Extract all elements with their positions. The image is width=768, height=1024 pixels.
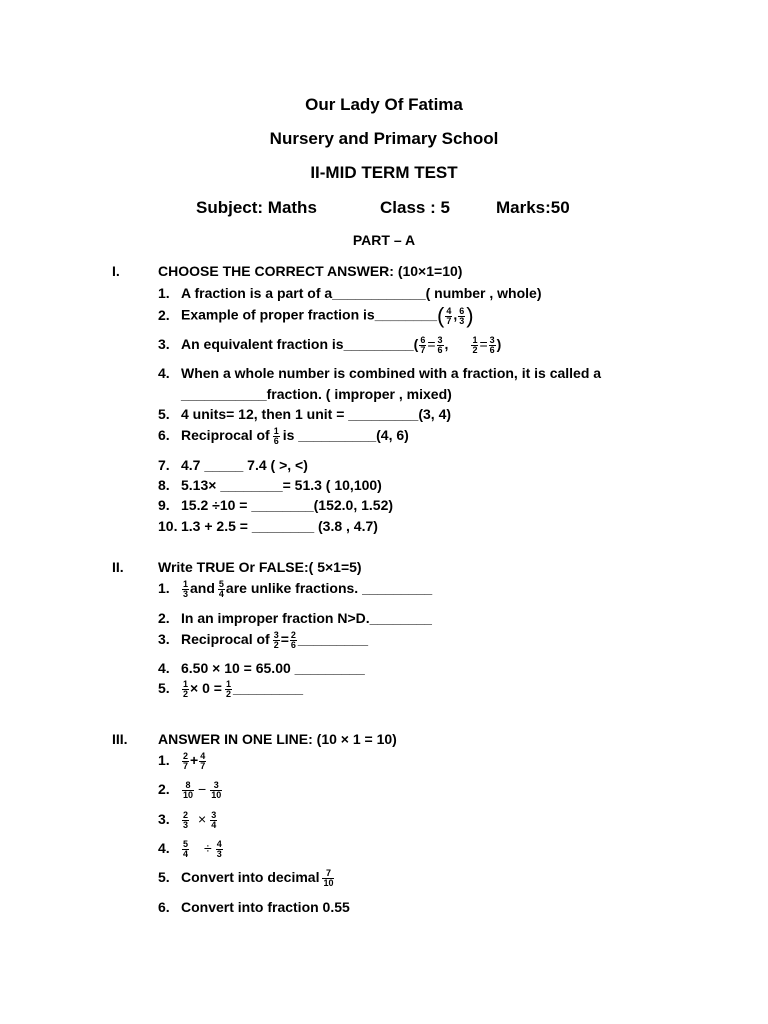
section-2-question-3 xyxy=(158,631,368,650)
question-text: When a whole number is combined with a fraction, it is called a xyxy=(181,365,602,381)
section-3-question-3 xyxy=(158,811,218,830)
question-number: 5. xyxy=(158,869,170,886)
question-text: 5.13× ________= 51.3 ( 10,100) xyxy=(181,477,382,493)
open-paren: ( xyxy=(437,303,445,328)
section-2-heading: Write TRUE Or FALSE:( 5×1=5) xyxy=(158,559,362,575)
question-number: 5. xyxy=(158,406,170,422)
section-2-numeral: II. xyxy=(112,559,124,575)
question-number: 4. xyxy=(158,840,170,857)
section-3-numeral: III. xyxy=(112,731,128,747)
question-number: 4. xyxy=(158,660,170,676)
question-number: 2. xyxy=(158,306,170,323)
question-number: 3. xyxy=(158,336,170,353)
question-number: 5. xyxy=(158,680,170,697)
fraction: $\frac{3}{2}$ xyxy=(273,630,279,650)
operator: + xyxy=(190,752,199,769)
question-number: 2. xyxy=(158,610,170,626)
question-number: 9. xyxy=(158,497,170,513)
close-paren: ) xyxy=(466,303,474,328)
question-text: 4.7 _____ 7.4 ( >, <) xyxy=(181,457,308,473)
comma: , xyxy=(444,336,449,353)
section-2-question-2 xyxy=(158,610,432,626)
fraction: $\frac{3}{6}$ xyxy=(437,335,443,355)
marks-label: Marks:50 xyxy=(496,198,570,217)
section-1-question-4 xyxy=(158,365,601,381)
question-number: 8. xyxy=(158,477,170,493)
section-2-question-1 xyxy=(158,580,432,599)
equals-sign: = xyxy=(479,336,488,353)
question-text-end: are unlike fractions. _________ xyxy=(225,580,433,597)
question-number: 6. xyxy=(158,899,170,915)
part-label: PART – A xyxy=(352,232,416,248)
section-1-question-3 xyxy=(158,336,501,355)
section-3-question-1 xyxy=(158,752,207,771)
section-3-question-4 xyxy=(158,840,224,859)
section-1-question-4-continued: ___________fraction. ( improper , mixed) xyxy=(181,386,452,402)
fraction: $\frac{2}{6}$ xyxy=(290,630,296,650)
question-text: Example of proper fraction is________ xyxy=(181,306,437,323)
question-text: Convert into fraction 0.55 xyxy=(181,899,350,915)
fraction: $\frac{4}{7}$ xyxy=(200,751,206,771)
question-number: 6. xyxy=(158,427,170,444)
class-label: Class : 5 xyxy=(380,198,450,217)
fraction: $\frac{8}{10}$ xyxy=(183,780,194,800)
section-3-question-5 xyxy=(158,869,335,888)
section-1-question-1 xyxy=(158,285,542,301)
section-3-question-6 xyxy=(158,899,350,915)
fraction: $\frac{5}{4}$ xyxy=(218,579,224,599)
fraction: $\frac{1}{2}$ xyxy=(225,679,231,699)
question-text: Reciprocal of xyxy=(181,427,270,444)
answer-blank: _________ xyxy=(297,631,368,648)
close-paren: ) xyxy=(496,336,502,353)
section-1-question-9 xyxy=(158,497,393,513)
fraction: $\frac{6}{7}$ xyxy=(420,335,426,355)
section-1-question-6 xyxy=(158,427,409,446)
fraction: $\frac{1}{3}$ xyxy=(183,579,189,599)
fraction: $\frac{6}{3}$ xyxy=(459,305,465,326)
question-text: 4 units= 12, then 1 unit = _________(3, 4) xyxy=(181,406,452,422)
question-number: 3. xyxy=(158,631,170,648)
section-1-question-8 xyxy=(158,477,382,493)
comma: , xyxy=(453,306,458,323)
fraction: $\frac{1}{2}$ xyxy=(472,335,478,355)
operator: ÷ xyxy=(204,840,212,857)
school-name-line2: Nursery and Primary School xyxy=(269,129,499,148)
equals-sign: = xyxy=(427,336,436,353)
question-text: and xyxy=(190,580,215,597)
subject-label: Subject: Maths xyxy=(196,198,317,217)
fraction: $\frac{7}{10}$ xyxy=(323,868,334,888)
fraction: $\frac{4}{3}$ xyxy=(216,839,222,859)
fraction: $\frac{3}{10}$ xyxy=(211,780,222,800)
fraction: $\frac{2}{3}$ xyxy=(183,810,189,830)
question-text: Reciprocal of xyxy=(181,631,270,648)
question-number: 10. xyxy=(158,518,178,534)
fraction: $\frac{3}{6}$ xyxy=(489,335,495,355)
question-number: 1. xyxy=(158,285,170,301)
question-number: 1. xyxy=(158,752,170,769)
question-number: 7. xyxy=(158,457,170,473)
question-text: In an improper fraction N>D.________ xyxy=(181,610,432,626)
fraction: $\frac{1}{2}$ xyxy=(183,679,189,699)
section-2-question-4 xyxy=(158,660,365,676)
school-name-line1: Our Lady Of Fatima xyxy=(305,95,463,114)
question-text: An equivalent fraction is_________( xyxy=(181,336,419,353)
question-number: 4. xyxy=(158,365,170,381)
operator: − xyxy=(198,781,207,798)
equals-sign: = xyxy=(280,631,289,648)
question-text-end: is __________(4, 6) xyxy=(282,427,409,444)
section-2-question-5 xyxy=(158,680,303,699)
section-1-question-10 xyxy=(158,518,378,534)
question-number: 2. xyxy=(158,781,170,798)
fraction: $\frac{4}{7}$ xyxy=(446,305,452,326)
section-1-question-5 xyxy=(158,406,451,422)
question-text: Convert into decimal xyxy=(181,869,320,886)
question-number: 3. xyxy=(158,811,170,828)
section-3-question-2 xyxy=(158,781,223,800)
question-text: A fraction is a part of a____________( number , whole) xyxy=(181,285,542,301)
test-title: II-MID TERM TEST xyxy=(310,163,458,182)
question-number: 1. xyxy=(158,580,170,597)
fraction: $\frac{2}{7}$ xyxy=(183,751,189,771)
section-3-heading: ANSWER IN ONE LINE: (10 × 1 = 10) xyxy=(158,731,397,747)
operator: × xyxy=(198,811,207,828)
fraction: $\frac{3}{4}$ xyxy=(211,810,217,830)
question-text: 1.3 + 2.5 = ________ (3.8 , 4.7) xyxy=(181,518,378,534)
question-text: 6.50 × 10 = 65.00 _________ xyxy=(181,660,365,676)
fraction: $\frac{5}{4}$ xyxy=(183,839,189,859)
question-text: 15.2 ÷10 = ________(152.0, 1.52) xyxy=(181,497,394,513)
answer-blank: _________ xyxy=(232,680,304,697)
section-1-question-2 xyxy=(158,303,474,329)
fraction: $\frac{1}{6}$ xyxy=(273,426,279,446)
question-text: × 0 = xyxy=(190,680,222,697)
section-1-numeral: I. xyxy=(112,263,120,279)
section-1-question-7 xyxy=(158,457,308,473)
section-1-heading: CHOOSE THE CORRECT ANSWER: (10×1=10) xyxy=(158,263,463,279)
